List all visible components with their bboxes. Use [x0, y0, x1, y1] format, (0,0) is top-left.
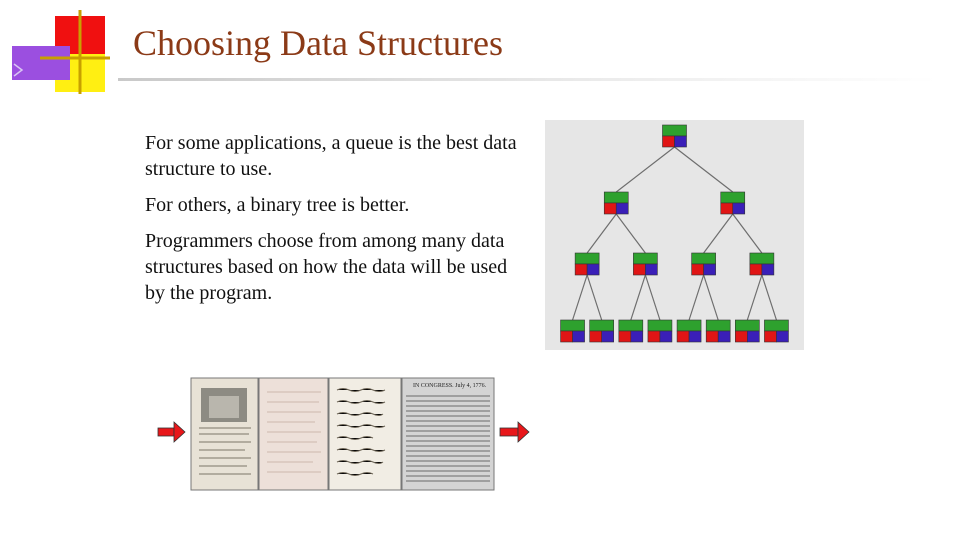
queue-document-1	[191, 378, 258, 490]
tree-node	[677, 320, 701, 342]
bullet-queue: For some applications, a queue is the best data structure to use.	[145, 132, 517, 180]
tree-node	[590, 320, 614, 342]
bullet-choose: Programmers choose from among many data structures based on how the data will be used by the program.	[145, 230, 508, 304]
tree-node	[721, 192, 745, 214]
queue-document-3	[329, 378, 401, 490]
tree-node	[764, 320, 788, 342]
queue-svg	[155, 376, 535, 492]
title-underline	[118, 78, 938, 81]
bullet-binary-tree: For others, a binary tree is better.	[145, 194, 410, 216]
tree-node	[692, 253, 716, 275]
tree-node	[750, 253, 774, 275]
tree-node	[706, 320, 730, 342]
binary-tree-svg	[545, 120, 804, 350]
queue-diagram	[155, 376, 535, 492]
declaration-header: IN CONGRESS. July 4, 1776.	[413, 383, 487, 389]
bullet-list	[145, 130, 525, 316]
queue-document-4	[402, 378, 494, 490]
corner-decoration	[0, 0, 120, 100]
tree-node	[663, 125, 687, 147]
queue-in-arrow-icon	[158, 422, 185, 442]
tree-node	[604, 192, 628, 214]
tree-background	[545, 120, 804, 350]
tree-node	[561, 320, 585, 342]
tree-node	[633, 253, 657, 275]
queue-document-2	[259, 378, 328, 490]
corner-squares	[0, 0, 120, 100]
binary-tree-diagram	[545, 120, 804, 350]
queue-out-arrow-icon	[500, 422, 529, 442]
tree-node	[575, 253, 599, 275]
slide-title: Choosing Data Structures	[133, 23, 503, 63]
tree-node	[619, 320, 643, 342]
tree-node	[735, 320, 759, 342]
tree-node	[648, 320, 672, 342]
